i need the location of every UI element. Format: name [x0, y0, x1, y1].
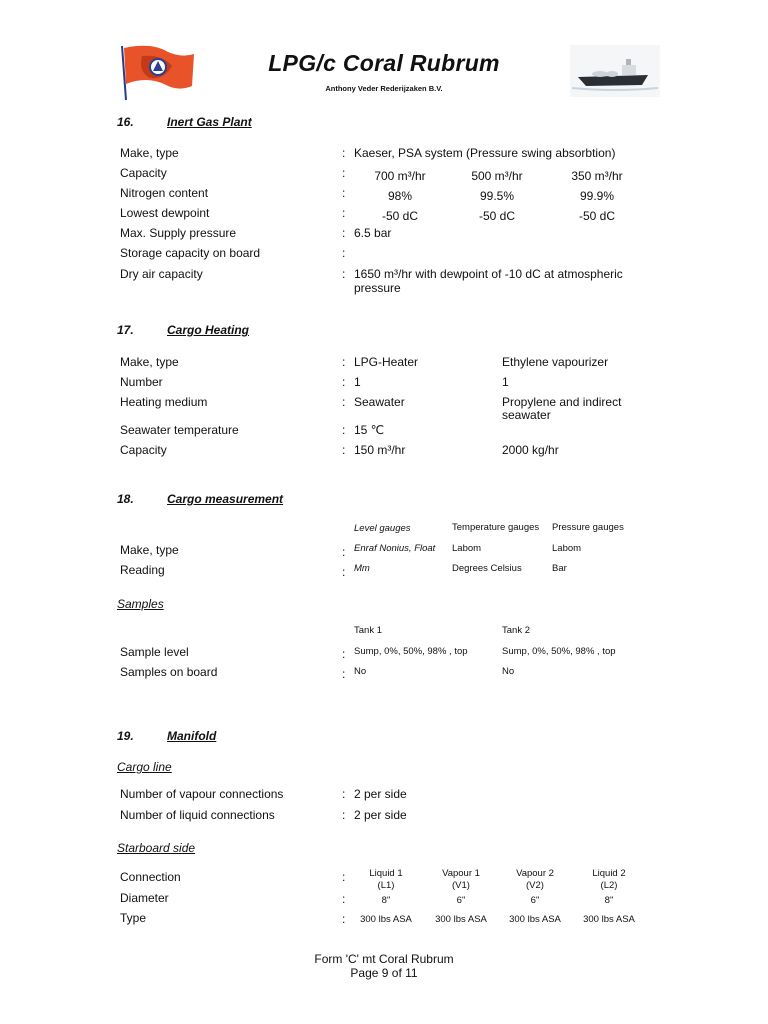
connection-name: Liquid 2 [592, 868, 626, 879]
field-label: Number of vapour connections [120, 787, 284, 801]
column-header: Temperature gauges [452, 522, 540, 533]
section-title: Cargo Heating [167, 323, 250, 337]
field-label: Sample level [120, 645, 189, 659]
field-label: Capacity [120, 443, 167, 457]
connection-diameter: 6" [456, 895, 466, 906]
subsection-title: Cargo line [117, 760, 172, 774]
colon: : [342, 395, 346, 409]
field-label: Lowest dewpoint [120, 206, 210, 220]
field-value: Sump, 0%, 50%, 98% , top [502, 646, 616, 657]
field-value: -50 dC [578, 209, 616, 223]
subsection-title: Starboard side [117, 841, 196, 855]
connection-name: Liquid 1 [369, 868, 403, 879]
colon: : [342, 267, 346, 281]
field-label: Seawater temperature [120, 423, 239, 437]
colon: : [342, 355, 346, 369]
field-label: Capacity [120, 166, 167, 180]
field-value: 1 [354, 375, 361, 389]
connection-code: (V2) [526, 880, 544, 891]
connection-type: 300 lbs ASA [509, 914, 561, 925]
field-label: Connection [120, 870, 181, 884]
section-number: 18. [117, 492, 134, 506]
field-value: No [354, 666, 367, 677]
column-header: Level gauges [354, 523, 411, 534]
field-value: pressure [354, 281, 401, 295]
section-title: Manifold [167, 729, 217, 743]
colon: : [342, 423, 346, 437]
connection-name: Vapour 1 [442, 868, 480, 879]
footer-form-name: Form 'C' mt Coral Rubrum [314, 952, 454, 966]
company-subtitle: Anthony Veder Rederijzaken B.V. [325, 84, 443, 93]
field-value: 500 m³/hr [471, 169, 523, 183]
field-label: Dry air capacity [120, 267, 203, 281]
section-title: Inert Gas Plant [167, 115, 252, 129]
field-value: Bar [552, 563, 567, 574]
field-label: Samples on board [120, 665, 218, 679]
connection-code: (V1) [452, 880, 470, 891]
colon: : [342, 565, 346, 579]
field-value: seawater [502, 408, 551, 422]
colon: : [342, 545, 346, 559]
field-value: Degrees Celsius [452, 563, 522, 574]
colon: : [342, 667, 346, 681]
field-value: 98% [387, 189, 413, 203]
field-value: 15 ℃ [354, 423, 385, 437]
connection-type: 300 lbs ASA [360, 914, 412, 925]
colon: : [342, 647, 346, 661]
field-value: Propylene and indirect [502, 395, 622, 409]
field-value: 99.5% [479, 189, 515, 203]
field-value: -50 dC [478, 209, 516, 223]
colon: : [342, 443, 346, 457]
connection-code: (L1) [377, 880, 395, 891]
connection-code: (L2) [600, 880, 618, 891]
colon: : [342, 206, 346, 220]
connection-type: 300 lbs ASA [583, 914, 635, 925]
connection-diameter: 8" [604, 895, 614, 906]
field-value: No [502, 666, 515, 677]
field-value: Kaeser, PSA system (Pressure swing absorbtion) [354, 146, 616, 160]
page-title: LPG/c Coral Rubrum [268, 50, 500, 76]
field-value: Ethylene vapourizer [502, 355, 609, 369]
column-header: Tank 2 [502, 625, 530, 636]
connection-diameter: 6" [530, 895, 540, 906]
colon: : [342, 146, 346, 160]
field-label: Number of liquid connections [120, 808, 275, 822]
section-number: 19. [117, 729, 134, 743]
colon: : [342, 870, 346, 884]
field-value: 1650 m³/hr with dewpoint of -10 dC at atmospheric [354, 267, 623, 281]
field-label: Heating medium [120, 395, 208, 409]
field-label: Reading [120, 563, 165, 577]
field-value: 99.9% [579, 189, 615, 203]
colon: : [342, 226, 346, 240]
field-value: 2 per side [354, 808, 407, 822]
field-label: Type [120, 911, 147, 925]
field-value: LPG-Heater [354, 355, 419, 369]
field-value: Sump, 0%, 50%, 98% , top [354, 646, 468, 657]
subsection-title: Samples [117, 597, 164, 611]
field-value: 6.5 bar [354, 226, 392, 240]
field-label: Max. Supply pressure [120, 226, 237, 240]
colon: : [342, 892, 346, 906]
page-footer [0, 952, 768, 980]
field-value: Labom [552, 543, 582, 554]
field-label: Make, type [120, 355, 179, 369]
field-label: Diameter [120, 891, 169, 905]
field-label: Make, type [120, 146, 179, 160]
connection-type: 300 lbs ASA [435, 914, 487, 925]
page-number: Page 9 of 11 [350, 966, 418, 980]
column-header: Tank 1 [354, 625, 382, 636]
section-number: 16. [117, 115, 134, 129]
colon: : [342, 787, 346, 801]
field-value: 350 m³/hr [571, 169, 623, 183]
field-label: Make, type [120, 543, 179, 557]
column-header: Pressure gauges [552, 522, 624, 533]
field-value: Mm [354, 563, 370, 574]
field-value: Enraf Nonius, Float [354, 543, 436, 554]
gas-carrier-ship-icon [570, 45, 660, 97]
colon: : [342, 912, 346, 926]
colon: : [342, 808, 346, 822]
field-value: 150 m³/hr [354, 443, 406, 457]
field-value: Seawater [354, 395, 405, 409]
section-title: Cargo measurement [167, 492, 284, 506]
field-label: Number [120, 375, 163, 389]
field-value: 2 per side [354, 787, 407, 801]
colon: : [342, 246, 346, 260]
field-label: Storage capacity on board [120, 246, 261, 260]
colon: : [342, 166, 346, 180]
field-value: 700 m³/hr [374, 169, 426, 183]
field-label: Nitrogen content [120, 186, 209, 200]
field-value: 1 [502, 375, 509, 389]
section-number: 17. [117, 323, 134, 337]
colon: : [342, 186, 346, 200]
field-value: Labom [452, 543, 482, 554]
colon: : [342, 375, 346, 389]
connection-diameter: 8" [381, 895, 391, 906]
connection-name: Vapour 2 [516, 868, 554, 879]
field-value: 2000 kg/hr [502, 443, 559, 457]
field-value: -50 dC [381, 209, 419, 223]
